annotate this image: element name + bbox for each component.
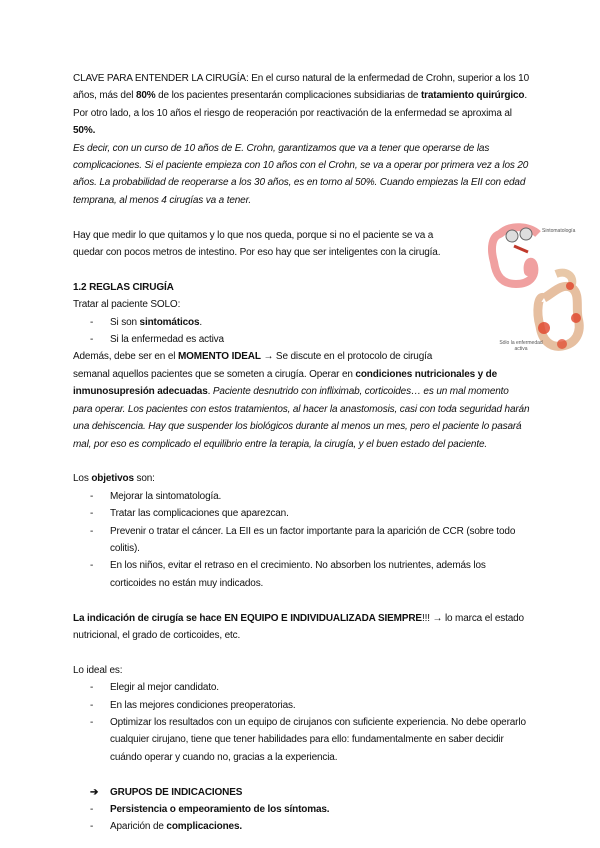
italic-paragraph xyxy=(73,140,530,210)
list-item xyxy=(73,679,530,696)
rules-intro: Tratar al paciente SOLO: xyxy=(73,299,181,311)
dash: - xyxy=(90,490,94,502)
paragraph-intestine: Hay que medir lo que quitamos y lo que nos queda, porque si no el paciente se va a quedar con pocos metros de intestino. Por eso hay que ser inteligentes con la cirugía. xyxy=(73,229,441,259)
text: Tratar las complicaciones que aparezcan. xyxy=(110,508,289,520)
key-paragraph xyxy=(73,70,530,140)
bold-text: condiciones nutricionales y de inmunosupresión adecuadas xyxy=(73,368,498,398)
ideal-list xyxy=(73,679,530,766)
bold-text: tratamiento quirúrgico xyxy=(420,90,525,102)
bold-text: Persistencia o empeoramiento de los síntomas. xyxy=(110,803,330,815)
figure-caption-bottom: Sólo la enfermedad activa xyxy=(499,340,543,352)
ideal-moment-paragraph xyxy=(73,348,530,452)
text: En las mejores condiciones preoperatorias. xyxy=(110,699,296,711)
intro-section xyxy=(73,70,530,836)
list-item xyxy=(73,505,530,522)
text: . xyxy=(199,316,203,328)
list-item xyxy=(73,714,530,766)
text: En los niños, evitar el retraso en el crecimiento. No absorben los nutrientes, además los corticoides no están muy indicados. xyxy=(110,560,486,589)
text: Prevenir o tratar el cáncer. La EII es un factor importante para la aparición de CCR (sobre todo colitis). xyxy=(110,525,516,554)
objectives-intro xyxy=(73,470,530,487)
bold-text: complicaciones. xyxy=(166,821,242,833)
bold-text: GRUPOS DE INDICACIONES xyxy=(110,786,243,798)
arrow-icon: ➔ xyxy=(90,786,99,798)
figure-caption-top: Sintomatología xyxy=(542,228,576,234)
text: → Se discute en el protocolo de cirugía semanal aquellos pacientes que se someten a cirugía. Operar en xyxy=(73,351,433,380)
list-item xyxy=(73,331,530,348)
dash: - xyxy=(90,682,94,694)
list-item xyxy=(73,523,530,558)
bold-text: MOMENTO IDEAL xyxy=(177,351,261,363)
ideal-intro: Lo ideal es: xyxy=(73,664,123,676)
dash: - xyxy=(90,508,94,520)
bold-text: La indicación de cirugía se hace EN EQUIPO E INDIVIDUALIZADA SIEMPRE xyxy=(73,612,422,624)
text: . Por otro lado, a los 10 años el riesgo de reoperación por reactivación de la enfermedad se aproxima al xyxy=(73,90,527,119)
list-item xyxy=(73,557,530,592)
dash: - xyxy=(90,560,94,572)
dash: - xyxy=(90,803,94,815)
list-item xyxy=(73,818,530,835)
text: !!! → lo marca el estado nutricional, el grado de corticoides, etc. xyxy=(73,612,524,641)
italic-text: Paciente desnutrido con infliximab, corticoides… es un mal momento para operar. Los pacientes con estos tratamientos, al hacer la anastomosis, casi con toda seguridad harán una dehiscencia. Hay que suspender los biológicos durante al menos un mes, pero el paciente lo pasará mal, por eso es complicado el equilibrio entre la terapia, la cirugía, y el buen estado del paciente. xyxy=(73,386,530,450)
text: son: xyxy=(133,473,155,485)
objectives-list xyxy=(73,488,530,592)
dash: - xyxy=(90,716,94,728)
heading-text: 1.2 REGLAS CIRUGÍA xyxy=(73,281,174,293)
rules-list xyxy=(73,314,530,349)
dash: - xyxy=(90,525,94,537)
text: Los xyxy=(73,473,92,485)
colon-illustration xyxy=(486,222,590,362)
text: Aparición de xyxy=(110,821,167,833)
list-item xyxy=(73,801,530,818)
text: de los pacientes presentarán complicaciones subsidiarias de xyxy=(155,90,421,102)
text: Mejorar la sintomatología. xyxy=(110,490,222,502)
bold-text: 80% xyxy=(135,90,156,102)
bold-text: sintomáticos xyxy=(139,316,200,328)
dash: - xyxy=(90,334,94,346)
text: . xyxy=(207,386,213,398)
text: CLAVE PARA ENTENDER LA CIRUGÍA: En el curso natural de la enfermedad de Crohn, superior a los 10 años, más del xyxy=(73,73,530,102)
text: Si la enfermedad es activa xyxy=(110,334,224,346)
list-item xyxy=(73,314,530,331)
list-item xyxy=(73,697,530,714)
list-item xyxy=(73,488,530,505)
dash: - xyxy=(90,699,94,711)
bold-text: objetivos xyxy=(91,473,134,485)
text: Optimizar los resultados con un equipo de cirujanos con suficiente experiencia. No debe operarlo cualquier cirujano, tiene que tener habilidades para ello: fundamentalmente en saber decidir cuándo operar y cuando no, gracias a la experiencia. xyxy=(110,716,526,763)
text: Elegir al mejor candidato. xyxy=(110,682,219,694)
groups-heading xyxy=(73,784,530,801)
bold-text: 50%. xyxy=(73,125,96,137)
italic-text: Es decir, con un curso de 10 años de E. Crohn, garantizamos que va a tener que operarse de las complicaciones. Si el paciente empieza con 10 años con el Crohn, se va a operar por primera vez a los 20 años. La probabilidad de reoperarse a los 30 años, es en torno al 50%. Cuando empiezas la EII con edad temprana, al menos 4 cirugías va a tener. xyxy=(73,142,529,206)
text: Además, debe ser en el xyxy=(73,351,178,363)
dash: - xyxy=(90,821,94,833)
indication-paragraph xyxy=(73,610,530,645)
dash: - xyxy=(90,316,94,328)
text: Si son xyxy=(110,316,140,328)
groups-list xyxy=(73,784,530,836)
